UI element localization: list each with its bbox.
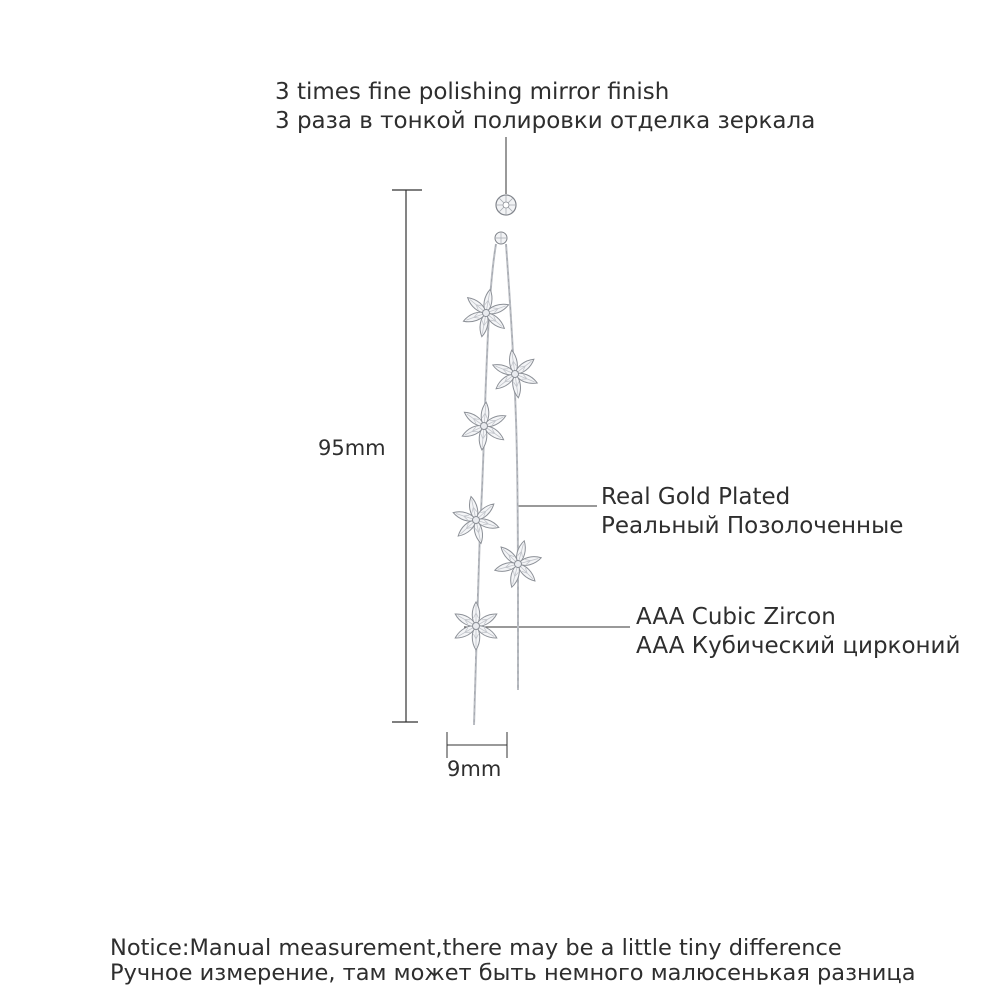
plating-label-en: Real Gold Plated bbox=[601, 484, 791, 510]
stone-label-en: AAA Cubic Zircon bbox=[636, 604, 836, 630]
stone-label-ru: AAA Кубический цирконий bbox=[636, 633, 961, 659]
measurement-notice bbox=[110, 936, 916, 986]
finish-label-ru: 3 раза в тонкой полировки отделка зеркала bbox=[275, 108, 816, 134]
connector-gem-icon bbox=[495, 232, 507, 244]
zircon-flower-icon bbox=[460, 285, 513, 340]
notice-en: Notice:Manual measurement,there may be a little tiny difference bbox=[110, 935, 842, 961]
zircon-flower-icon bbox=[459, 400, 508, 452]
plating-label-ru: Реальный Позолоченные bbox=[601, 513, 904, 539]
notice-ru: Ручное измерение, там может быть немного малюсенькая разница bbox=[110, 960, 916, 986]
chain-right bbox=[506, 244, 518, 690]
zircon-flower-icon bbox=[489, 347, 541, 401]
width-dimension-label: 9mm bbox=[447, 757, 502, 781]
stone-label bbox=[636, 603, 960, 661]
zircon-flower-icon bbox=[449, 492, 503, 548]
plating-label bbox=[601, 483, 903, 541]
length-dimension-label: 95mm bbox=[318, 436, 386, 460]
finish-label bbox=[275, 78, 815, 136]
finish-label-en: 3 times fine polishing mirror finish bbox=[275, 79, 670, 105]
stud-gem-icon bbox=[496, 195, 516, 215]
zircon-flower-icon bbox=[453, 602, 498, 650]
